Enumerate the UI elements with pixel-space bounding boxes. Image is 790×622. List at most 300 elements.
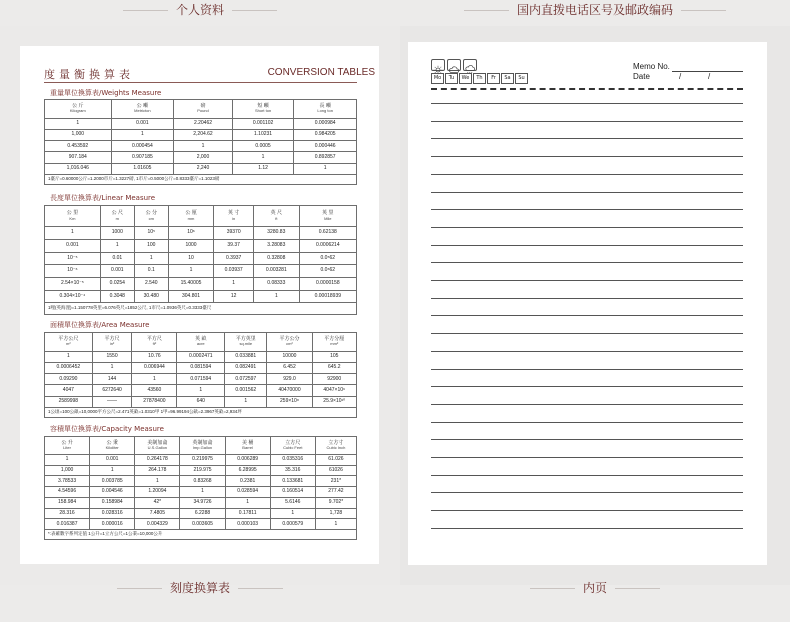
cell: 2,204.62 — [174, 129, 233, 140]
header-cn: 公 分 — [145, 210, 157, 217]
cell: 0.62138 — [299, 227, 356, 240]
cell: 0.001102 — [232, 118, 294, 129]
header-en: Mile — [324, 215, 332, 221]
header-cn: 公 升 — [61, 439, 73, 446]
table-row — [45, 227, 357, 240]
cell: 1 — [111, 129, 174, 140]
table-row — [45, 396, 357, 407]
table-row — [45, 362, 357, 373]
memo-header-divider — [431, 88, 743, 90]
cell: 5.6146 — [270, 497, 315, 508]
writing-line[interactable] — [431, 262, 743, 263]
cell: 1 — [45, 351, 93, 362]
cell: 0.3937 — [214, 252, 254, 265]
writing-line[interactable] — [431, 209, 743, 210]
header-cn: 平方公尺 — [58, 336, 79, 343]
cell: 0.3048 — [100, 290, 134, 303]
cell: 0.001 — [100, 265, 134, 278]
header-cn: 英 里 — [322, 210, 334, 217]
cell: 1 — [174, 141, 233, 152]
top-caption-left-text: 个人资料 — [175, 3, 224, 17]
cell: 0.0002471 — [177, 351, 225, 362]
cell: 277.42 — [315, 487, 356, 498]
cell: 0.003785 — [90, 476, 135, 487]
cell: 1 — [177, 385, 225, 396]
cell: 0.264178 — [135, 454, 180, 465]
weights-table — [44, 99, 357, 185]
cell: 907.184 — [45, 152, 112, 163]
area-note: 1公頃=100公畝=10,0000平方公尺=2.471英畝=1.0310甲 1甲=96.99194公畝=2.3967英畝=2,934坪 — [45, 407, 357, 417]
cell: 0.0006452 — [45, 362, 93, 373]
cell: 1,016.046 — [45, 163, 112, 174]
cell: 6.28995 — [225, 465, 270, 476]
cell: 0.028594 — [225, 487, 270, 498]
header-cn: 公 噸 — [136, 103, 149, 110]
cell: 0.000454 — [111, 141, 174, 152]
cell: 1 — [232, 152, 294, 163]
header-en: Metricton — [134, 108, 151, 114]
cell: 10⁻⁶ — [45, 265, 101, 278]
cell: 0.000579 — [270, 519, 315, 530]
header-en: ft — [275, 215, 278, 221]
weekday-box[interactable]: Sa — [501, 73, 514, 84]
header-en: cm² — [286, 341, 293, 347]
cell: 0.32808 — [254, 252, 300, 265]
capacity-header — [225, 437, 270, 455]
writing-line[interactable] — [431, 138, 743, 139]
cell: 1 — [90, 465, 135, 476]
weights-header — [232, 100, 294, 119]
header-en: Liter — [63, 445, 71, 450]
top-caption-right — [400, 1, 790, 18]
cell: 3280.83 — [254, 227, 300, 240]
cell: 0.071594 — [177, 374, 225, 385]
header-cn: 英 寸 — [227, 210, 240, 217]
writing-line[interactable] — [431, 315, 743, 316]
area-header — [267, 333, 312, 352]
header-en: U.S.Gallon — [147, 445, 168, 450]
linear-header — [254, 206, 300, 227]
header-cn: 公 里 — [66, 210, 79, 217]
header-cn: 短 噸 — [257, 103, 269, 110]
header-cn: 公 秉 — [106, 439, 118, 446]
table-row — [45, 519, 357, 530]
cell: 0.035316 — [270, 454, 315, 465]
cell: 0.09290 — [45, 374, 93, 385]
cell: —— — [92, 396, 132, 407]
cell: 1 — [168, 265, 214, 278]
area-header — [225, 333, 267, 352]
cell: 4047×10⁶ — [312, 385, 357, 396]
cell: 1 — [45, 118, 112, 129]
header-cn: 英 尺 — [270, 210, 283, 217]
cell: 640 — [177, 396, 225, 407]
cell: 6.2288 — [180, 508, 225, 519]
cell: 0.016387 — [45, 519, 90, 530]
linear-header — [168, 206, 214, 227]
writing-line[interactable] — [431, 298, 743, 299]
cell: 1.10231 — [232, 129, 294, 140]
cell: 1.20094 — [135, 487, 180, 498]
cell: 61.026 — [315, 454, 356, 465]
cell: 0.001 — [90, 454, 135, 465]
writing-line[interactable] — [431, 121, 743, 122]
header-cn: 平方公分 — [279, 336, 300, 343]
table-row — [45, 163, 357, 174]
cell: 231* — [315, 476, 356, 487]
cell: 3.78533 — [45, 476, 90, 487]
writing-line[interactable] — [431, 369, 743, 370]
capacity-header — [180, 437, 225, 455]
cell: 1550 — [92, 351, 132, 362]
header-en: Short ton — [254, 108, 272, 114]
writing-line[interactable] — [431, 156, 743, 157]
cell: 2.20462 — [174, 118, 233, 129]
writing-line[interactable] — [431, 492, 743, 493]
bottom-caption-right — [400, 579, 790, 596]
cell: 0.219975 — [180, 454, 225, 465]
header-en: Imp.Gallon — [192, 445, 213, 450]
header-en: Long ton — [317, 108, 333, 114]
cell: 27878400 — [132, 396, 177, 407]
cell: 3.28083 — [254, 239, 300, 252]
cell: 1 — [135, 476, 180, 487]
cell: 0.160514 — [270, 487, 315, 498]
header-en: cm — [148, 215, 154, 221]
cell: 929.0 — [267, 374, 312, 385]
cell: 0.0⁶62 — [299, 265, 356, 278]
cell: 1,000 — [45, 465, 90, 476]
weekday-box[interactable]: Tu — [445, 73, 458, 84]
cell: 10 — [168, 252, 214, 265]
writing-line[interactable] — [431, 422, 743, 423]
weekday-box[interactable]: Su — [515, 73, 528, 84]
weekday-box[interactable]: We — [459, 73, 472, 84]
cell: 1 — [134, 252, 168, 265]
cell: 28.316 — [45, 508, 90, 519]
cell: 2.540 — [134, 277, 168, 290]
weekday-box[interactable]: Fr — [487, 73, 500, 84]
header-cn: 平方分厘 — [324, 336, 345, 343]
header-en: sq.mile — [239, 341, 253, 347]
cell: 0.072597 — [225, 374, 267, 385]
cell: 1 — [225, 396, 267, 407]
table-row — [45, 277, 357, 290]
table-row — [45, 385, 357, 396]
cell: 1 — [294, 163, 357, 174]
table-row — [45, 374, 357, 385]
title-rule — [44, 82, 357, 83]
writing-line[interactable] — [431, 103, 743, 104]
cell: 39.37 — [214, 239, 254, 252]
cell: 34.9726 — [180, 497, 225, 508]
cell: 219.975 — [180, 465, 225, 476]
header-en: Kiloliter — [105, 445, 119, 450]
cell: 1000 — [168, 239, 214, 252]
area-header — [132, 333, 177, 352]
area-header — [92, 333, 132, 352]
cell: 0.17811 — [225, 508, 270, 519]
capacity-header — [45, 437, 90, 455]
cell: 39370 — [214, 227, 254, 240]
cell: 264.178 — [135, 465, 180, 476]
cell: 105 — [312, 351, 357, 362]
cell: 0.0005 — [232, 141, 294, 152]
cell: 2,240 — [174, 163, 233, 174]
capacity-header — [270, 437, 315, 455]
writing-line[interactable] — [431, 351, 743, 352]
table-row — [45, 129, 357, 140]
capacity-header — [90, 437, 135, 455]
cell: 4.54596 — [45, 487, 90, 498]
header-en: Kilogram — [69, 108, 86, 114]
weights-note: 1臺斤=0.60000公斤=1.2000市斤=1.3227磅, 1市斤=0.5000公斤=0.8333臺斤=1.1023磅 — [45, 174, 357, 184]
cell: 0.003605 — [180, 519, 225, 530]
cell: 12 — [214, 290, 254, 303]
cell: 1 — [100, 239, 134, 252]
cell: 6.452 — [267, 362, 312, 373]
cell: 0.133681 — [270, 476, 315, 487]
area-header — [45, 333, 93, 352]
cell: 2589998 — [45, 396, 93, 407]
table-row — [45, 465, 357, 476]
cell: 0.0254 — [100, 277, 134, 290]
writing-line[interactable] — [431, 404, 743, 405]
header-cn: 平方英里 — [235, 336, 256, 343]
cell: 0.158984 — [90, 497, 135, 508]
cell: 0.907185 — [111, 152, 174, 163]
weekday-box[interactable]: Th — [473, 73, 486, 84]
writing-line[interactable] — [431, 227, 743, 228]
cell: 30.480 — [134, 290, 168, 303]
date-separator: / — [708, 72, 711, 81]
cell: 10⁻⁵ — [45, 252, 101, 265]
cell: 1 — [45, 227, 101, 240]
header-en: in — [232, 215, 236, 221]
cell: 0.984205 — [294, 129, 357, 140]
header-cn: 立方寸 — [328, 439, 344, 446]
header-cn: 公 尺 — [111, 210, 123, 217]
writing-line[interactable] — [431, 510, 743, 511]
table-row — [45, 290, 357, 303]
writing-line[interactable] — [431, 457, 743, 458]
cell: 0.001 — [111, 118, 174, 129]
header-en: in² — [109, 341, 115, 347]
cell: 0.453592 — [45, 141, 112, 152]
writing-line[interactable] — [431, 174, 743, 175]
capacity-table — [44, 436, 357, 540]
capacity-title: 容積單位換算表/Capacity Measure — [50, 425, 164, 433]
top-caption-right-text: 国内直拨电话区号及邮政编码 — [516, 3, 673, 17]
header-cn: 英 畝 — [195, 336, 207, 343]
cell: 43560 — [132, 385, 177, 396]
writing-line[interactable] — [431, 386, 743, 387]
cell: 259×10⁸ — [267, 396, 312, 407]
cell: 0.004546 — [90, 487, 135, 498]
table-row — [45, 497, 357, 508]
cell: 10⁶ — [168, 227, 214, 240]
header-en: Cubic Feet — [283, 445, 303, 450]
cell: 42* — [135, 497, 180, 508]
cell: 10⁵ — [134, 227, 168, 240]
header-cn: 英制加侖 — [192, 439, 213, 446]
header-cn: 平方尺 — [146, 336, 162, 343]
writing-line[interactable] — [431, 192, 743, 193]
header-en: mm — [187, 215, 195, 221]
cell: 0.033881 — [225, 351, 267, 362]
memo-no-label: Memo No. — [633, 62, 670, 71]
area-header — [312, 333, 357, 352]
weekday-row — [431, 73, 529, 84]
linear-header — [134, 206, 168, 227]
cell: 0.006944 — [132, 362, 177, 373]
cell: 1000 — [100, 227, 134, 240]
cell: 1,000 — [45, 129, 112, 140]
table-row — [45, 351, 357, 362]
cell: 0.004329 — [135, 519, 180, 530]
bottom-caption-left — [0, 579, 400, 596]
cell: 15.40005 — [168, 277, 214, 290]
weights-header — [45, 100, 112, 119]
cell: 645.2 — [312, 362, 357, 373]
header-cn: 立方尺 — [285, 439, 301, 446]
cell: 2,000 — [174, 152, 233, 163]
cell: 1 — [180, 487, 225, 498]
cell: 1.01605 — [111, 163, 174, 174]
weights-header — [294, 100, 357, 119]
cell: 0.000984 — [294, 118, 357, 129]
cell: 1 — [45, 454, 90, 465]
cell: 0.006289 — [225, 454, 270, 465]
cell: 0.01 — [100, 252, 134, 265]
table-row — [45, 476, 357, 487]
bottom-caption-left-text: 刻度换算表 — [169, 581, 230, 595]
cell: 0.2381 — [225, 476, 270, 487]
capacity-header — [135, 437, 180, 455]
capacity-header — [315, 437, 356, 455]
cell: 40470000 — [267, 385, 312, 396]
writing-line[interactable] — [431, 528, 743, 529]
cell: 144 — [92, 374, 132, 385]
weights-title: 重量單位換算表/Weights Measure — [50, 89, 162, 97]
cell: 10000 — [267, 351, 312, 362]
cell: 0.304×10⁻⁴ — [45, 290, 101, 303]
table-row — [45, 152, 357, 163]
conversion-title-en: CONVERSION TABLES — [267, 67, 375, 78]
weights-header — [174, 100, 233, 119]
cell: 0.0⁵62 — [299, 252, 356, 265]
cell: 1 — [315, 519, 356, 530]
header-en: Cubic Inch — [326, 445, 346, 450]
cell: 1.12 — [232, 163, 294, 174]
cell: 6272640 — [92, 385, 132, 396]
cell: 0.001 — [45, 239, 101, 252]
cell: 1 — [254, 290, 300, 303]
writing-line[interactable] — [431, 245, 743, 246]
weights-header — [111, 100, 174, 119]
cell: 0.08333 — [254, 277, 300, 290]
cell: 0.892857 — [294, 152, 357, 163]
weekday-box[interactable]: Mo — [431, 73, 444, 84]
header-cn: 平方尺 — [104, 336, 120, 343]
cell: 0.1 — [134, 265, 168, 278]
cell: 158.984 — [45, 497, 90, 508]
table-row — [45, 141, 357, 152]
area-header — [177, 333, 225, 352]
rainy-icon — [463, 59, 477, 71]
cell: 1 — [225, 497, 270, 508]
cell: 92900 — [312, 374, 357, 385]
conversion-title-cn: 度量衡换算表 — [44, 68, 134, 81]
cell: 1 — [270, 508, 315, 519]
header-en: Barrel — [242, 445, 253, 450]
writing-line[interactable] — [431, 475, 743, 476]
cell: 304.801 — [168, 290, 214, 303]
header-en: ft² — [152, 341, 157, 347]
cell: 0.000103 — [225, 519, 270, 530]
cell: 0.00018939 — [299, 290, 356, 303]
cell: 0.003281 — [254, 265, 300, 278]
date-label: Date — [633, 72, 650, 81]
header-en: m — [115, 215, 119, 221]
cell: 1,728 — [315, 508, 356, 519]
capacity-note: *:表確數字系列定值 1公升=1立方公尺=1公秉=10,000公升 — [45, 530, 357, 540]
writing-line[interactable] — [431, 280, 743, 281]
header-en: m² — [66, 341, 71, 347]
header-en: acre — [196, 341, 205, 347]
header-cn: 公 厘 — [185, 210, 197, 217]
cell: 1 — [92, 362, 132, 373]
cell: 0.028316 — [90, 508, 135, 519]
table-row — [45, 508, 357, 519]
header-cn: 長 噸 — [319, 103, 331, 110]
header-en: Pound — [197, 108, 209, 114]
cell: 0.000446 — [294, 141, 357, 152]
cell: 100 — [134, 239, 168, 252]
cell: 61026 — [315, 465, 356, 476]
linear-note: 1哩(英海浬)=1.150778英里=6.076英尺=1852公尺, 1市尺=1.0936英尺=0.3333臺尺 — [45, 303, 357, 315]
linear-header — [45, 206, 101, 227]
table-row — [45, 118, 357, 129]
date-separator: / — [679, 72, 682, 81]
cell: 2.54×10⁻⁵ — [45, 277, 101, 290]
cell: 0.082491 — [225, 362, 267, 373]
cell: 10.76 — [132, 351, 177, 362]
linear-header — [214, 206, 254, 227]
header-en: mm² — [330, 341, 339, 347]
cell: 0.0006214 — [299, 239, 356, 252]
cell: 0.83268 — [180, 476, 225, 487]
cell: 4047 — [45, 385, 93, 396]
cell: 0.081594 — [177, 362, 225, 373]
linear-header — [100, 206, 134, 227]
cell: 0.001562 — [225, 385, 267, 396]
table-row — [45, 252, 357, 265]
cell: 0.0000158 — [299, 277, 356, 290]
linear-title: 長度單位換算表/Linear Measure — [50, 194, 156, 202]
top-caption-left — [0, 1, 400, 18]
table-row — [45, 487, 357, 498]
cell: 9.702* — [315, 497, 356, 508]
writing-line[interactable] — [431, 333, 743, 334]
cell: 0.000016 — [90, 519, 135, 530]
header-cn: 磅 — [200, 103, 206, 110]
writing-line[interactable] — [431, 439, 743, 440]
linear-table — [44, 205, 357, 315]
table-row — [45, 265, 357, 278]
bottom-caption-right-text: 内页 — [582, 581, 607, 595]
cell: 1 — [214, 277, 254, 290]
